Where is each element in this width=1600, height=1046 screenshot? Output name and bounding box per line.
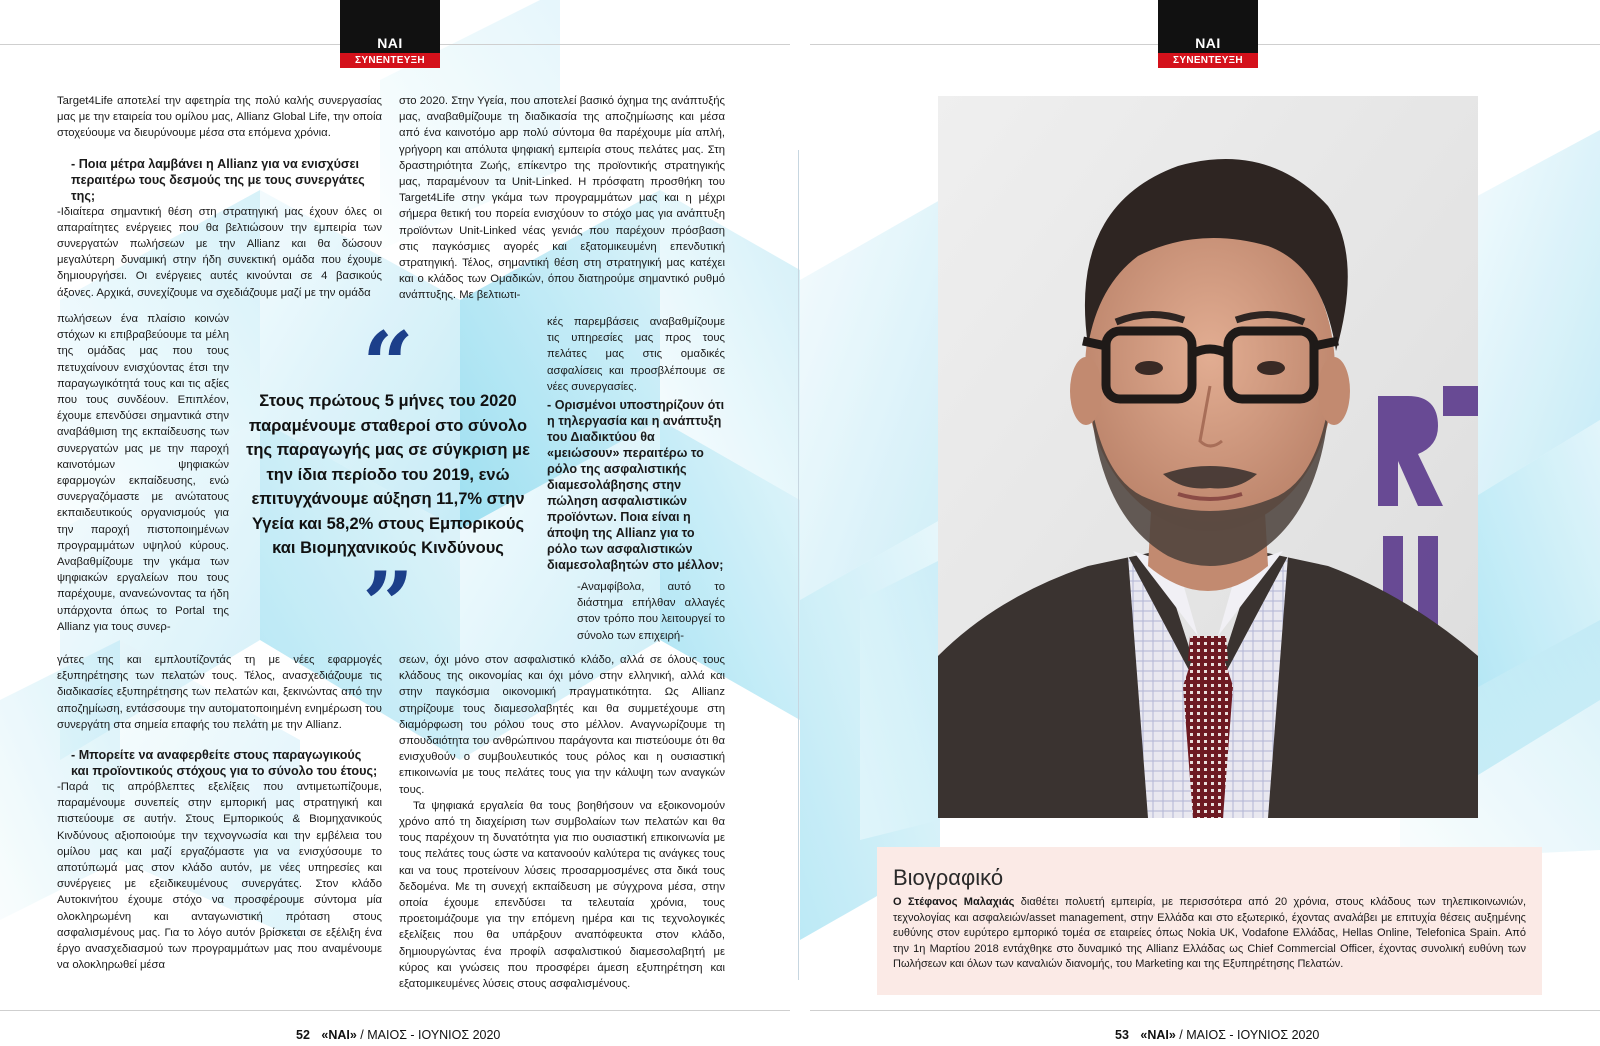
biography-title: Βιογραφικό bbox=[893, 865, 1004, 890]
magazine-name: «ΝΑΙ» bbox=[1140, 1028, 1176, 1042]
article-column-left bbox=[57, 93, 382, 301]
page-number: 53 bbox=[1115, 1028, 1129, 1042]
biography-text bbox=[893, 895, 1526, 973]
magazine-name: «ΝΑΙ» bbox=[321, 1028, 357, 1042]
page-footer-right bbox=[1115, 1028, 1319, 1042]
article-column-middle bbox=[399, 93, 725, 304]
issue-date: / ΜΑΙΟΣ - ΙΟΥΝΙΟΣ 2020 bbox=[1175, 1028, 1320, 1042]
biography-name: Ο Στέφανος Μαλαχιάς bbox=[893, 896, 1015, 908]
issue-date: / ΜΑΙΟΣ - ΙΟΥΝΙΟΣ 2020 bbox=[356, 1028, 501, 1042]
pull-quote bbox=[238, 312, 538, 658]
interview-answer-continued: σεων, όχι μόνο στον ασφαλιστικό κλάδο, αλλά σε όλους τους κλάδους της οικονομίας και όχι μόνο στην ελληνική, αλλά και στην παγκόσμια οικονομική πραγματικότητα. Ως Allianz στηρίζουμε τους διαμεσολαβητές και θα συμμετέχουμε στη διαμόρφωση του ρόλου τους στο μέλλον. Αναγνωρίζουμε τη σπουδαιότητα του ανθρώπινου παράγοντα και πιστεύουμε ότι θα ενισχυθούν ο συμβουλευτικός τους ρόλος και η ουσιαστική επικοινωνία με τους πελάτες τους για την κάλυψη των αναγκών τους. bbox=[399, 654, 725, 796]
section-tag-title: ΝΑΙ bbox=[1195, 35, 1221, 51]
bottom-rule-left bbox=[0, 1010, 790, 1011]
paragraph: κές παρεμβάσεις αναβαθμίζουμε τις υπηρεσίες μας προς τους πελάτες μας στις ομαδικές ασφαλίσεις και προσβλέπουμε σε νέες συνεργασίες. bbox=[547, 316, 725, 393]
interview-question: - Ορισμένοι υποστηρίζουν ότι η τηλεργασία και η ανάπτυξη του Διαδικτύου θα «μειώσουν» περαιτέρω το ρόλο της ασφαλιστικής διαμεσολάβησης στην πώληση ασφαλιστικών προϊόντων. Ποια είναι η άποψη της Allianz για το ρόλο των ασφαλιστικών διαμεσολαβητών στο μέλλον; bbox=[547, 398, 725, 573]
section-tag-subtitle: ΣΥΝΕΝΤΕΥΞΗ bbox=[1158, 53, 1258, 68]
page-gutter bbox=[798, 150, 799, 980]
interview-answer: -Παρά τις απρόβλεπτες εξελίξεις που αντιμετωπίζουμε, παραμένουμε συνεπείς στην εμπορική μας στρατηγική και πιστεύουμε σε αυτήν. Στους Εμπορικούς & Βιομηχανικούς Κινδύνους αξιοποιούμε την τεχνογνωσία και την εμβέλεια του ομίλου μας και μαζί εργαζόμαστε για να ενισχύσουμε το αποτύπωμά μας στον κλάδο αυτόν, με νέες υπηρεσίες και συνέργειες με εξειδικευμένους συνεργάτες. Στον κλάδο Αυτοκινήτου έχουμε στόχο να προσφέρουμε σύντομα μία ολοκληρωμένη και ανταγωνιστική πρόταση στους ασφαλισμένους μας. Για το λόγο αυτόν βρίσκεται σε εξέλιξη ένα έργο ανασχεδιασμού των προγραμμάτων μας που αναμένουμε να ολοκληρωθεί μέσα bbox=[57, 781, 382, 972]
page-number: 52 bbox=[296, 1028, 310, 1042]
close-quote-icon: ” bbox=[362, 551, 414, 658]
biography-box bbox=[877, 847, 1542, 995]
open-quote-icon: “ bbox=[362, 312, 414, 418]
section-tag-title: ΝΑΙ bbox=[377, 35, 403, 51]
article-column-left-narrow bbox=[57, 311, 229, 635]
section-tag-right bbox=[1158, 0, 1258, 68]
paragraph: στο 2020. Στην Υγεία, που αποτελεί βασικό όχημα της ανάπτυξής μας, αναβαθμίζουμε τη διαδικασία της αποζημίωσης και μέσα από ένα καινοτόμο app πολύ σύντομα θα παρέχουμε μία απλή, γρήγορη και απόλυτα ψηφιακή εμπειρία στους πελάτες μας. Στη δραστηριότητα Ζωής, επίκεντρο της προϊοντικής στρατηγικής μας, παραμένουν τα Unit-Linked. Η πρόσφατη προσθήκη του Target4Life στην γκάμα των προγραμμάτων μας και η μέχρι σήμερα θετική του πορεία ενισχύουν το στόχο μας για ανάπτυξη προϊόντων Unit-Linked νέας γενιάς που παρέχουν πρόσβαση στις παγκόσμιες αγορές και εξατομικευμένη επενδυτική στρατηγική. Τέλος, σημαντική θέση στη στρατηγική μας κατέχει και ο κλάδος των Ομαδικών, όπου διατηρούμε σημαντικό ρυθμό ανάπτυξης. Με βελτιωτι- bbox=[399, 95, 725, 302]
interview-question: - Ποια μέτρα λαμβάνει η Allianz για να ενισχύσει περαιτέρω τους δεσμούς της με τους συνεργάτες της; bbox=[71, 156, 365, 203]
interview-question: - Μπορείτε να αναφερθείτε στους παραγωγικούς και προϊοντικούς στόχους για το σύνολο του έτους; bbox=[71, 748, 378, 779]
article-column-middle-lower bbox=[399, 652, 725, 992]
interview-answer: -Αναμφίβολα, αυτό το διάστημα επήλθαν αλλαγές στον τρόπο που λειτουργεί το σύνολο των επιχειρή- bbox=[577, 581, 725, 642]
paragraph: Τα ψηφιακά εργαλεία θα τους βοηθήσουν να εξοικονομούν χρόνο από τη διαχείριση των συμβολαίων των πελατών και θα τους παρέχουν τη δυνατότητα για πιο ουσιαστική επικοινωνία με τους πελάτες τους ώστε να κατανοούν καλύτερα τις ανάγκες τους και να τους προτείνουν λύσεις προσαρμοσμένες στα δικά τους δεδομένα. Με τη συνεχή εκπαίδευση με σύγχρονα μέσα, στην οποία έχουμε επενδύσει τα τελευταία χρόνια, τους προετοιμάζουμε για την επόμενη ημέρα και τις τεχνολογικές εξελίξεις που θα υπάρξουν αναπόφευκτα στον κλάδο, δημιουργώντας ένα προφίλ ασφαλιστικού διαμεσολαβητή με κύρος και γνώσεις που προσφέρει άμεση εξυπηρέτηση και εξατομικευμένες λύσεις στους ασφαλισμένους. bbox=[399, 799, 725, 991]
pull-quote-text: Στους πρώτους 5 μήνες του 2020 παραμένουμε σταθεροί στο σύνολο της παραγωγής μας σε σύγκριση με την ίδια περίοδο του 2019, ενώ επιτυγχάνουμε αύξηση 11,7% στην Υγεία και 58,2% στους Εμπορικούς και Βιομηχανικούς Κινδύνους bbox=[246, 392, 530, 557]
bottom-rule-right bbox=[810, 1010, 1600, 1011]
article-column-left-lower bbox=[57, 652, 382, 973]
biography-body: διαθέτει πολυετή εμπειρία, με περισσότερα από 20 χρόνια, στους κλάδους των τηλεπικοινωνιών, τεχνολογίας και ασφαλειών/asset management, στην Ελλάδα και στο εξωτερικό, έχοντας αναλάβει με επιτυχία θέσεις αυξημένης ευθύνης στον ευρύτερο εμπορικό τομέα σε εταιρείες όπως Nokia UK, Vodafone Ελλάδας, Hellas Online, Telefonica Spain. Από την 1η Μαρτίου 2018 εντάχθηκε στο δυναμικό της Allianz Ελλάδας ως Chief Commercial Officer, έχοντας συνολική ευθύνη των Πωλήσεων και όλων των καναλιών διανομής, του Marketing και της Εξυπηρέτησης Πελατών. bbox=[893, 896, 1527, 971]
section-tag-left bbox=[340, 0, 440, 68]
interview-answer: -Ιδιαίτερα σημαντική θέση στη στρατηγική μας έχουν όλες οι απαραίτητες ενέργειες που θα βελτιώσουν την εμπειρία των συνεργατών πωλήσεων με την Allianz και θα δώσουν μεγαλύτερη δυναμική στην ήδη συνεκτική ομάδα που έχουμε δημιουργήσει. Οι ενέργειες αυτές κινούνται σε 4 βασικούς άξονες. Αρχικά, συνεχίζουμε να σχεδιάζουμε μαζί με την ομάδα bbox=[57, 205, 382, 299]
page-footer-left bbox=[296, 1028, 500, 1042]
section-tag-subtitle: ΣΥΝΕΝΤΕΥΞΗ bbox=[340, 53, 440, 68]
interview-answer-end: γάτες της και εμπλουτίζοντάς τη με νέες εφαρμογές εξυπηρέτησης των πελατών τους. Τέλος, ανασχεδιάζουμε τις διαδικασίες εξυπηρέτησης των πελατών και, ξεκινώντας από την αποζημίωση, εντάσσουμε την αυτοματοποιημένη ενημέρωση του συνεργάτη στα σημεία επαφής του πελάτη με την Allianz. bbox=[57, 654, 382, 731]
article-column-middle-narrow bbox=[547, 314, 725, 644]
paragraph: Target4Life αποτελεί την αφετηρία της πολύ καλής συνεργασίας μας με την εταιρεία του ομίλου μας, Allianz Global Life, την οποία στοχεύουμε να διευρύνουμε μέσα στα επόμενα χρόνια. bbox=[57, 95, 382, 140]
portrait-photo bbox=[938, 96, 1478, 818]
interview-answer-continued: πωλήσεων ένα πλαίσιο κοινών στόχων κι επιβραβεύουμε τα μέλη της ομάδας μας που τους πετυχαίνουν ενισχύοντας έτσι την παραγωγικότητά τους και τις αξίες που τους συνδέουν. Επιπλέον, έχουμε επενδύσει σημαντικά στην αναβάθμιση της εκπαίδευσης των συνεργατών μας με την παροχή καινοτόμων ψηφιακών εφαρμογών εκπαίδευσης, ενώ συνεργαζόμαστε με ανώτατους εκπαιδευτικούς οργανισμούς για την παροχή πιστοποιημένων προγραμμάτων υψηλού κύρους. Αναβαθμίζουμε την γκάμα των ψηφιακών εργαλείων που τους παρέχουμε, ανανεώνοντας τα ήδη υπάρχοντα όπως το Portal της Allianz για τους συνερ- bbox=[57, 313, 229, 633]
